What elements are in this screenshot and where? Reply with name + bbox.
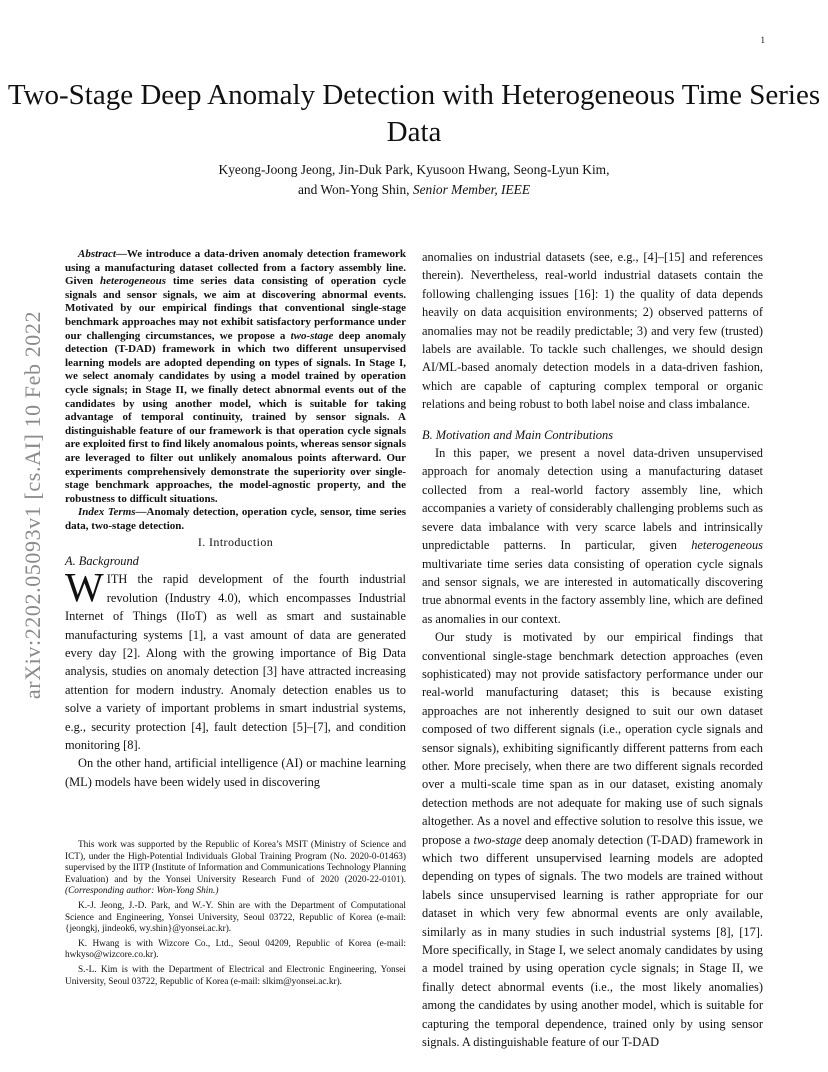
subsection-heading-background: A. Background — [65, 553, 139, 568]
motivation-emph-two-stage: two-stage — [473, 832, 522, 847]
left-column — [65, 248, 406, 791]
motivation-emph-heterogeneous: heterogeneous — [691, 538, 763, 553]
abstract-emph-heterogeneous: heterogeneous — [100, 275, 167, 288]
authors-line-2 — [0, 180, 828, 200]
abstract-text-2: time series data consisting of operation cycle signals and sensor signals, we aim at discovering abnormal events. Motivated by our empirical findings that conventional single-stage benchmark approaches may not exhibit satisfactory performance under our challenging circumstances, we propose a — [65, 275, 407, 342]
background-paragraph-1 — [65, 564, 406, 754]
footnote-funding-text: This work was supported by the Republic of Korea’s MSIT (Ministry of Science and ICT), under the High-Potential Individuals Global Training Program (No. 2020-0-01463) supervised by the IITP (Institute of Information and Communications Technology Planning Evaluation) and by the Yonsei University Research Fund of 2020 (2020-22-0101). — [65, 840, 406, 885]
background-text-1: ITH the rapid development of the fourth industrial revolution (Industry 4.0), which encompasses Industrial Internet of Things (IIoT) as well as smart and sustainable manufacturing systems [1], a vast amount of data are generated every day [2]. Along with the growing importance of Big Data analysis, studies on anomaly detection [3] have attracted increasing attention for modern industry. Anomaly detection enables us to solve a variety of important problems in smart industrial systems, e.g., security protection [4], fault detection [5]–[7], and condition monitoring [8]. — [65, 572, 406, 752]
right-paragraph-0: anomalies on industrial datasets (see, e.g., [4]–[15] and references therein). Nevertheless, real-world industrial datasets contain the following challenging issues [16]: 1) the quality of data depends heavily on data acquisition environments; 2) observed patterns of anomalies may not be readily predictable; 3) and very few (trusted) labels are available. To tackle such challenges, we should design AI/ML-based anomaly detection models in a data-driven fashion, which are capable of capturing complex temporal or organic relations and being robust to both label noise and class imbalance. — [422, 250, 763, 412]
drop-cap: W — [65, 564, 104, 611]
motivation-text-1b: multivariate time series data consisting of operation cycle signals and sensor signals, we are interested in automatically discovering true abnormal events in the factory assembly line, which are defined as anomalies in our context. — [422, 556, 763, 626]
motivation-paragraph-2 — [422, 628, 763, 1051]
background-paragraph-2: On the other hand, artificial intelligence (AI) or machine learning (ML) models have been widely used in discovering — [65, 756, 406, 789]
footnote-affiliation-3: S.-L. Kim is with the Department of Electrical and Electronic Engineering, Yonsei University, Seoul 03722, Republic of Korea (e-mail: slkim@yonsei.ac.kr). — [65, 964, 406, 987]
abstract — [65, 248, 406, 506]
paper-title: Two-Stage Deep Anomaly Detection with Heterogeneous Time Series Data — [7, 79, 821, 148]
footnotes — [65, 840, 406, 991]
abstract-text-3: deep anomaly detection (T-DAD) framework in which two different unsupervised learning models are adopted depending on types of signals. In Stage I, we select anomaly candidates by using a model trained by operation cycle signals; in Stage II, we finally detect abnormal events out of the candidates by using another model, which is suitable for taking advantage of temporal continuity, trained by sensor signals. A distinguishable feature of our framework is that operation cycle signals are exploited first to find likely anomalous points, whereas sensor signals are leveraged to filter out unlikely anomalous points afterward. Our experiments comprehensively demonstrate the superiority over single-stage benchmark approaches, the model-agnostic property, and the robustness to difficult situations. — [65, 329, 407, 505]
page-number: 1 — [760, 35, 765, 45]
index-terms — [65, 506, 406, 533]
index-terms-label: Index Terms — [78, 506, 136, 519]
footnote-funding — [65, 840, 406, 898]
subsection-heading-motivation: B. Motivation and Main Contributions — [422, 427, 614, 442]
motivation-text-2a: Our study is motivated by our empirical findings that conventional single-stage benchmark detection approaches (even sophisticated) may not provide satisfactory performance under our real-world manufacturing dataset; this is because existing approaches are not inherently designed to suit our own dataset composed of two different signals (i.e., operation cycle signals and sensor signals), exhibiting significantly different patterns from each other. More precisely, when there are two different signals recorded over a multi-scale time span as in our dataset, existing anomaly detection methods are not adequate for making use of such signals altogether. As a novel and effective solution to resolve this issue, we propose a — [422, 630, 763, 847]
authors-line-1: Kyeong-Joong Jeong, Jin-Duk Park, Kyusoon Hwang, Seong-Lyun Kim, — [218, 162, 610, 177]
abstract-label: Abstract — [78, 248, 116, 260]
abstract-text-1: We introduce a data-driven anomaly detection framework using a manufacturing dataset collected from a factory assembly line. Given — [65, 248, 406, 288]
arxiv-sidebar — [16, 295, 50, 715]
index-terms-dash: — — [135, 506, 147, 519]
motivation-text-2b: deep anomaly detection (T-DAD) framework in which two different unsupervised learning models are adopted depending on types of signals. The two models are trained without labels since unsupervised learning is rather appropriate for our dataset in which very few abnormal events are only available, similarly as in many studies in such industrial systems [8], [17]. More specifically, in Stage I, we select anomaly candidates by using a model trained by using operation cycle signals; in Stage II, we finally detect abnormal events (i.e., the most likely anomalies) among the candidates by using another model, which is suitable for capturing the temporal dependence, trained only by using sensor signals. A distinguishable feature of our T-DAD — [422, 832, 763, 1050]
authors-line-2-names: and Won-Yong Shin, — [297, 182, 410, 197]
right-column — [422, 248, 763, 1051]
motivation-text-1a: In this paper, we present a novel data-driven unsupervised approach for anomaly detection using a manufacturing dataset collected from a real-world factory assembly line, which accompanies a variety of considerably challenging problems such as severe data imbalance with very scarce labels and intrinsically unpredictable patterns. In particular, given — [422, 446, 763, 553]
abstract-emph-two-stage: two-stage — [290, 329, 334, 342]
footnote-affiliation-2: K. Hwang is with Wizcore Co., Ltd., Seoul 04209, Republic of Korea (e-mail: hwkyso@wizcore.co.kr). — [65, 938, 406, 961]
motivation-paragraph-1 — [422, 444, 763, 628]
section-heading-introduction: I. Introduction — [197, 535, 274, 550]
index-terms-text: Anomaly detection, operation cycle, sensor, time series data, two-stage detection. — [65, 506, 406, 532]
footnote-corresponding-author: (Corresponding author: Won-Yong Shin.) — [65, 886, 219, 897]
author-membership: Senior Member, IEEE — [412, 182, 531, 197]
abstract-dash: — — [115, 248, 127, 260]
footnote-affiliation-1: K.-J. Jeong, J.-D. Park, and W.-Y. Shin are with the Department of Computational Science and Engineering, Yonsei University, Seoul 03722, Republic of Korea (e-mail: {jeongkj, jindeok6, wy.shin}@yonsei.ac.kr). — [65, 900, 406, 935]
arxiv-identifier: arXiv:2202.05093v1 [cs.AI] 10 Feb 2022 — [20, 310, 45, 700]
author-list — [0, 160, 828, 200]
